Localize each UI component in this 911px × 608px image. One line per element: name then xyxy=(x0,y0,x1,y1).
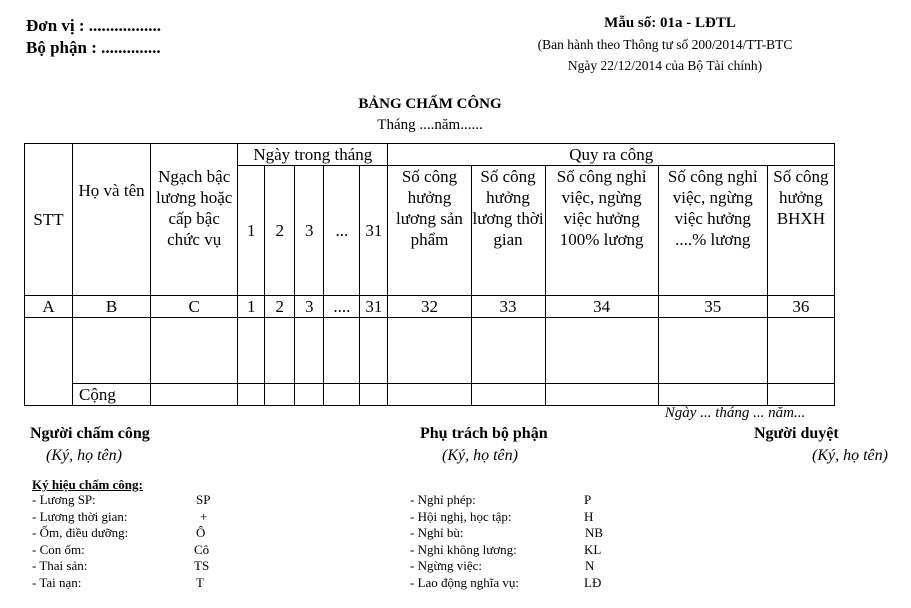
legend-item xyxy=(410,525,710,542)
table-cell xyxy=(767,384,834,406)
legend-item xyxy=(410,542,710,559)
table-cell xyxy=(151,384,238,406)
column-code: C xyxy=(151,296,238,318)
header-day: 1 xyxy=(238,166,265,296)
legend-item xyxy=(32,525,332,542)
legend-item xyxy=(410,509,710,526)
legend-label: - Nghỉ phép: xyxy=(410,492,476,507)
legend-label: - Ốm, điều dưỡng: xyxy=(32,525,129,540)
column-code: 36 xyxy=(767,296,834,318)
legend-code: H xyxy=(584,509,594,524)
header-day: 31 xyxy=(360,166,388,296)
table-cell xyxy=(388,384,471,406)
legend-label: - Lao động nghĩa vụ: xyxy=(410,575,520,590)
legend-label: - Con ốm: xyxy=(32,542,85,557)
signature-dept-head-note: (Ký, họ tên) xyxy=(442,447,518,464)
document-period: Tháng ....năm...... xyxy=(377,117,483,133)
legend-label: - Lương thời gian: xyxy=(32,509,128,524)
legend-item xyxy=(32,492,332,509)
legend-label: - Lương SP: xyxy=(32,492,96,507)
table-cell xyxy=(767,318,834,384)
legend-label: - Tai nạn: xyxy=(32,575,82,590)
column-code: 33 xyxy=(471,296,545,318)
legend-code: SP xyxy=(196,492,211,507)
unit-field: Đơn vị : ................. xyxy=(26,16,162,35)
table-cell xyxy=(545,384,658,406)
table-cell xyxy=(151,318,238,384)
legend-title: Ký hiệu chấm công: xyxy=(32,477,143,492)
legend-label: - Thai sản: xyxy=(32,558,88,573)
legend-label: - Ngừng việc: xyxy=(410,558,483,573)
header-conversion-col: Số công nghỉ việc, ngừng việc hưởng 100% lương xyxy=(545,166,658,296)
table-cell xyxy=(545,318,658,384)
form-date-note: Ngày 22/12/2014 của Bộ Tài chính) xyxy=(567,58,763,73)
legend-item xyxy=(32,558,332,575)
department-field: Bộ phận : .............. xyxy=(26,38,161,57)
legend-item xyxy=(32,542,332,559)
header-day: ... xyxy=(324,166,360,296)
form-code: Mẫu số: 01a - LĐTL xyxy=(604,15,736,31)
table-cell xyxy=(471,384,545,406)
header-name: Họ và tên xyxy=(73,144,151,296)
table-cell xyxy=(265,318,295,384)
table-cell xyxy=(238,318,265,384)
header-days-group: Ngày trong tháng xyxy=(238,144,388,166)
table-cell xyxy=(360,384,388,406)
header-stt: STT xyxy=(25,144,73,296)
header-conversion-col: Số công hưởng lương thời gian xyxy=(471,166,545,296)
signature-date-line: Ngày ... tháng ... năm... xyxy=(664,405,806,421)
legend-code: P xyxy=(584,492,592,507)
legend-item xyxy=(32,509,332,526)
legend-code: NB xyxy=(585,525,604,540)
column-code: .... xyxy=(324,296,360,318)
legend-code: T xyxy=(196,575,204,590)
column-code: 34 xyxy=(545,296,658,318)
legend-item xyxy=(32,575,332,592)
total-row xyxy=(25,384,835,406)
legend-code: N xyxy=(585,558,595,573)
column-code: 32 xyxy=(388,296,471,318)
legend-code: Cô xyxy=(194,542,210,557)
legend-code: TS xyxy=(194,558,210,573)
column-code: 31 xyxy=(360,296,388,318)
table-cell xyxy=(388,318,471,384)
form-issued-note: (Ban hành theo Thông tư số 200/2014/TT-BTC xyxy=(537,37,793,52)
table-cell xyxy=(360,318,388,384)
signature-dept-head: Phụ trách bộ phận xyxy=(420,425,548,442)
table-cell xyxy=(238,384,265,406)
legend-code: KL xyxy=(584,542,602,557)
column-code: A xyxy=(25,296,73,318)
document-title: BẢNG CHẤM CÔNG xyxy=(358,96,502,112)
header-conversion-col: Số công hưởng lương sản phẩm xyxy=(388,166,471,296)
table-cell xyxy=(658,318,767,384)
column-code-row xyxy=(25,296,835,318)
legend-item xyxy=(410,558,710,575)
table-cell xyxy=(73,318,151,384)
timesheet-table xyxy=(24,143,835,406)
legend-label: - Nghỉ không lương: xyxy=(410,542,517,557)
table-cell xyxy=(25,318,73,406)
header-day: 3 xyxy=(295,166,324,296)
column-code: 2 xyxy=(265,296,295,318)
table-cell xyxy=(324,318,360,384)
legend-code: + xyxy=(200,509,208,524)
column-code: 1 xyxy=(238,296,265,318)
header-conversion-col: Số công hưởng BHXH xyxy=(767,166,834,296)
signature-timekeeper-note: (Ký, họ tên) xyxy=(46,447,122,464)
column-code: B xyxy=(73,296,151,318)
legend-item xyxy=(410,575,710,592)
signature-approver: Người duyệt xyxy=(754,425,839,442)
table-cell xyxy=(295,384,324,406)
header-conversion-col: Số công nghỉ việc, ngừng việc hưởng ....% lương xyxy=(658,166,767,296)
header-conversion-group: Quy ra công xyxy=(388,144,835,166)
column-code: 3 xyxy=(295,296,324,318)
table-cell xyxy=(265,384,295,406)
total-label: Cộng xyxy=(73,384,151,406)
signature-timekeeper: Người chấm công xyxy=(30,425,150,442)
table-cell xyxy=(324,384,360,406)
table-cell xyxy=(295,318,324,384)
legend-code: LĐ xyxy=(584,575,602,590)
signature-approver-note: (Ký, họ tên) xyxy=(812,447,888,464)
column-code: 35 xyxy=(658,296,767,318)
legend-code: Ô xyxy=(196,525,206,540)
legend-label: - Nghỉ bù: xyxy=(410,525,464,540)
table-cell xyxy=(658,384,767,406)
header-grade: Ngạch bậc lương hoặc cấp bậc chức vụ xyxy=(151,144,238,296)
table-row xyxy=(25,318,835,384)
header-day: 2 xyxy=(265,166,295,296)
legend-label: - Hội nghị, học tập: xyxy=(410,509,512,524)
legend-item xyxy=(410,492,710,509)
table-cell xyxy=(471,318,545,384)
